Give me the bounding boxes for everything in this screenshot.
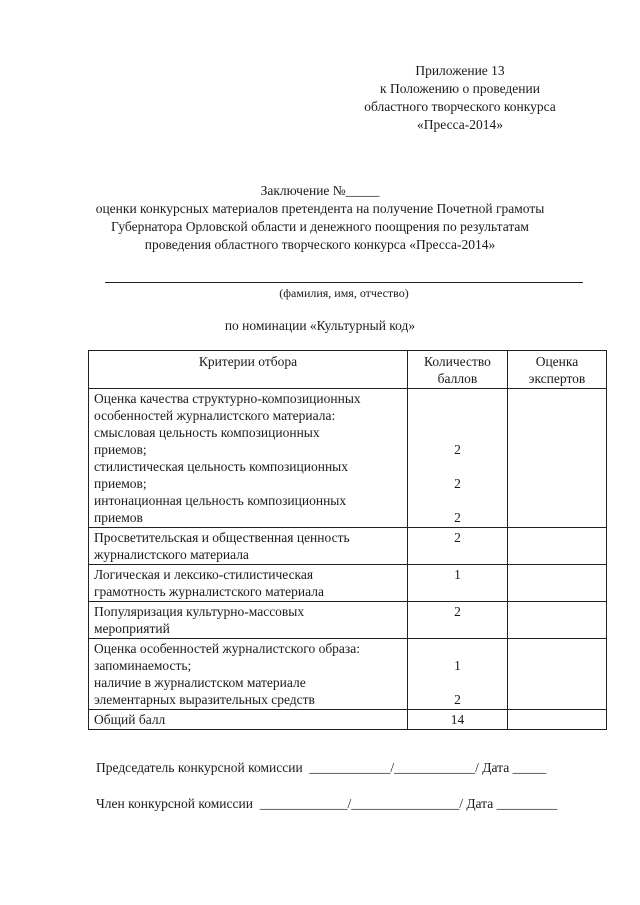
appendix-line: «Пресса-2014» (417, 117, 503, 132)
table-row (89, 639, 607, 710)
criteria-line: интонационная цельность композиционных (94, 493, 347, 508)
appendix-line: к Положению о проведении (380, 81, 540, 96)
criteria-line: грамотность журналистского материала (94, 584, 324, 599)
total-value: 14 (407, 710, 507, 730)
criteria-line: элементарных выразительных средств (94, 692, 315, 707)
table-row (89, 528, 607, 565)
criteria-line: Популяризация культурно-массовых (94, 604, 305, 619)
score-value: 2 (454, 604, 461, 619)
header-expert-line: Оценка (535, 354, 579, 369)
score-value: 1 (454, 567, 461, 582)
criteria-line: Оценка качества структурно-композиционных (94, 391, 361, 406)
nomination-line: по номинации «Культурный код» (224, 318, 416, 333)
criteria-cell (89, 639, 408, 710)
conclusion-number: Заключение №_____ (260, 183, 380, 198)
criteria-cell (89, 602, 408, 639)
expert-cell (507, 639, 606, 710)
criteria-line: Просветительская и общественная ценность (94, 530, 350, 545)
score-cell (407, 602, 507, 639)
score-cell (407, 639, 507, 710)
expert-cell (507, 389, 606, 528)
score-cell (407, 565, 507, 602)
header-score-line: баллов (437, 371, 478, 386)
criteria-line: стилистическая цельность композиционных (94, 459, 348, 474)
expert-cell (507, 528, 606, 565)
header-expert (507, 351, 606, 389)
score-value: 2 (454, 510, 461, 525)
criteria-line: мероприятий (94, 621, 170, 636)
total-label: Общий балл (89, 710, 408, 730)
criteria-cell (89, 528, 408, 565)
score-cell (407, 389, 507, 528)
header-score (407, 351, 507, 389)
header-score-line: Количество (423, 354, 491, 369)
score-value: 2 (454, 530, 461, 545)
table-row (89, 602, 607, 639)
criteria-cell (89, 565, 408, 602)
appendix-header (330, 62, 590, 134)
criteria-cell (89, 389, 408, 528)
score-value: 2 (454, 476, 461, 491)
score-value: 1 (454, 658, 461, 673)
appendix-line: областного творческого конкурса (364, 99, 556, 114)
header-criteria: Критерии отбора (89, 351, 408, 389)
table-header-row (89, 351, 607, 389)
criteria-table (88, 350, 607, 730)
criteria-line: приемов; (94, 442, 147, 457)
title-line: проведения областного творческого конкурса «Пресса-2014» (144, 237, 496, 252)
table-row (89, 565, 607, 602)
table-row (89, 389, 607, 528)
title-line: Губернатора Орловской области и денежного поощрения по результатам (111, 219, 529, 234)
member-signature-line: Член конкурсной комиссии _____________/________________/ Дата _________ (96, 796, 558, 811)
title-line: оценки конкурсных материалов претендента на получение Почетной грамоты (95, 201, 545, 216)
total-row (89, 710, 607, 730)
score-cell (407, 528, 507, 565)
criteria-line: особенностей журналистского материала: (94, 408, 336, 423)
criteria-line: наличие в журналистском материале (94, 675, 306, 690)
score-value: 2 (454, 442, 461, 457)
criteria-line: Оценка особенностей журналистского образа: (94, 641, 360, 656)
fio-underline (105, 282, 583, 283)
expert-cell (507, 602, 606, 639)
appendix-line: Приложение 13 (415, 63, 505, 78)
criteria-line: приемов; (94, 476, 147, 491)
expert-cell (507, 565, 606, 602)
fio-caption: (фамилия, имя, отчество) (279, 286, 409, 300)
chairman-signature-line: Председатель конкурсной комиссии ____________/____________/ Дата _____ (96, 760, 547, 775)
conclusion-title (60, 182, 580, 254)
expert-cell (507, 710, 606, 730)
score-value: 2 (454, 692, 461, 707)
criteria-line: запоминаемость; (94, 658, 192, 673)
header-expert-line: экспертов (528, 371, 586, 386)
criteria-line: Логическая и лексико-стилистическая (94, 567, 314, 582)
criteria-line: приемов (94, 510, 143, 525)
criteria-line: журналистского материала (94, 547, 249, 562)
criteria-line: смысловая цельность композиционных (94, 425, 320, 440)
